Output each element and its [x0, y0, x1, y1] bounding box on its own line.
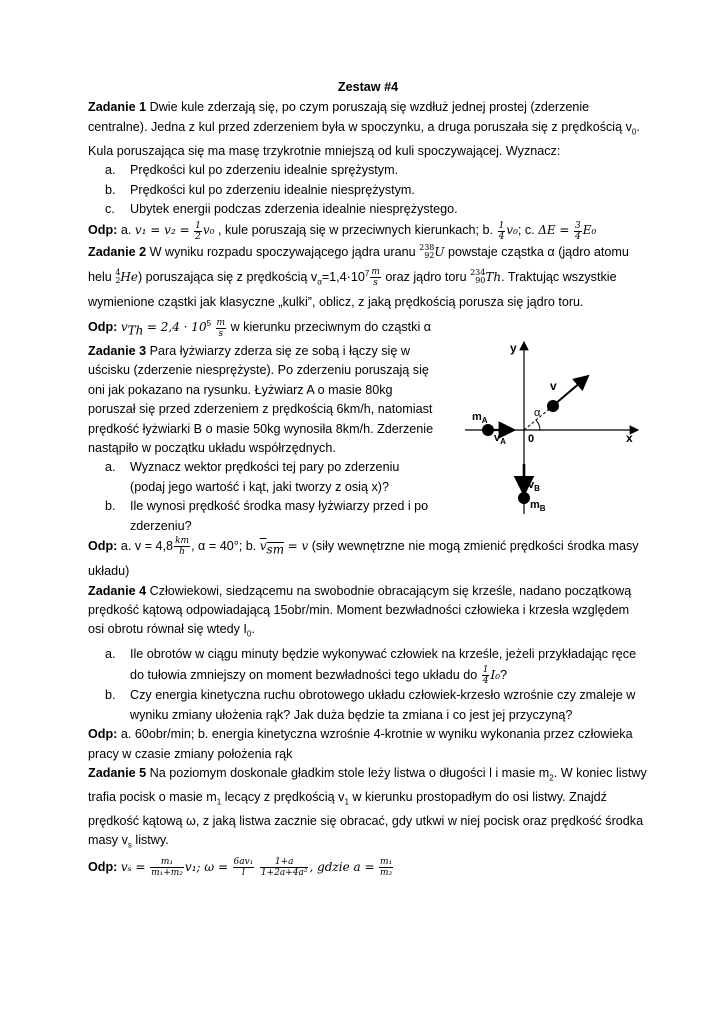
- mass-a-label: $m_A$: [472, 411, 488, 425]
- task-5-answer: Odp: vₛ = $\frac{\text{m₁}}{\text{m₁+m₂}}$ v₁; ω = $\frac{\text{6av₁}}{l}$ $\frac{1+a}{\text{1+2a+4a²}}$ , gdzie a = $\frac{\text{m₁}}{\text{m₂}}$: [88, 857, 393, 879]
- task-4-list: [88, 644, 648, 725]
- list-item: a. Wyznacz wektor prędkości tej pary po zderzeniu (podaj jego wartość i kąt, jaki tworzy z osią x)?: [105, 460, 400, 494]
- mass-b-label: $m_B$: [530, 499, 546, 513]
- task-4-label: Zadanie 4: [88, 583, 147, 598]
- task-2-text: Zadanie 2 W wyniku rozpadu spoczywającego jądra uranu 238 92 U powstaje cząstka α (jądro atomu helu 4 2 He) poruszająca się z prędkością $v_\alpha=1,4\cdot 10^7$ $\frac{m}{s}$ oraz jądro toru 234 90 Th. Traktując wszystkie wymienione cząstki jak klasyczne „kulki”, oblicz, z jaką prędkością porusza się jądro toru.: [88, 243, 629, 310]
- list-item: a. Ile obrotów w ciągu minuty będzie wykonywać człowiek na krześle, jeżeli przykładając ręce do tułowia zmniejszy on moment bezwładności tego układu do $\frac{1}{4}$ I₀?: [105, 647, 637, 687]
- pair-ball: [547, 400, 559, 412]
- list-item: a. Prędkości kul po zderzeniu idealnie sprężystym.: [105, 163, 399, 178]
- task-2-label: Zadanie 2: [88, 244, 147, 259]
- x-axis-label: x: [626, 431, 633, 445]
- skater-b-ball: [518, 492, 530, 504]
- task-3-label: Zadanie 3: [88, 343, 147, 358]
- task-3-answer: Odp: a. v = 4,8 $\frac{km}{h}$ , α = 40°; b. $\overline{v}_{\overline{sm}} = v$ (siły wewnętrzne nie mogą zmienić prędkości środka masy układu): [88, 536, 639, 578]
- page-title: Zestaw #4: [337, 80, 399, 94]
- task-4-text: Zadanie 4 Człowiekowi, siedzącemu na swobodnie obracającym się krześle, nadano początkową prędkość kątową odpowiadającą 15obr/min. Moment bezwładności człowieka i krzesła względem osi obrotu równał się wtedy $I_0$.: [88, 583, 632, 639]
- origin-label: 0: [528, 433, 535, 445]
- skater-a-ball: [482, 424, 494, 436]
- task-1-answer: Odp: a. v₁ = v₂ = $\frac{1}{2}$ v₀ , kule poruszają się w przeciwnych kierunkach; b. $\frac{1}{4}$ v₀; c. ΔE = $\frac{3}{4}$ E₀: [88, 220, 597, 242]
- task-1-label: Zadanie 1: [88, 100, 147, 115]
- task-3-text: Zadanie 3 Para łyżwiarzy zderza się ze sobą i łączy się w uścisku (zderzenie niesprężyste). Po zderzeniu poruszają się oni jak pokazano na rysunku. Łyżwiarz A o masie 80kg poruszał się przed zderzeniem z prędkością 6km/h, natomiast prędkość łyżwiarki B o masie 50kg wynosiła 8km/h. Zderzenie nastąpiło w początku układu współrzędnych.: [88, 343, 434, 455]
- velocity-b-label: $v_B$: [528, 479, 540, 493]
- v-label: v: [550, 379, 557, 393]
- y-axis-label: y: [510, 341, 517, 355]
- list-item: c. Ubytek energii podczas zderzenia idealnie niesprężystego.: [105, 201, 458, 216]
- task-5-label: Zadanie 5: [88, 766, 147, 781]
- task-2-answer: Odp: $v_{Th} = 2,4 \cdot 10^5$ $\frac{m}{s}$ w kierunku przeciwnym do cząstki α: [88, 317, 432, 339]
- task-1-list: [88, 161, 648, 219]
- task-3-list: [88, 458, 433, 536]
- task-4-answer: Odp: a. 60obr/min; b. energia kinetyczna wzrośnie 4-krotnie w wyniku wykonania przez człowieka pracy w czasie zmiany położenia rąk: [88, 727, 633, 761]
- collision-diagram: [460, 336, 650, 516]
- velocity-a-label: $v_A$: [494, 432, 506, 446]
- alpha-label: α: [534, 407, 541, 419]
- list-item: b. Prędkości kul po zderzeniu idealnie niesprężystym.: [105, 182, 415, 197]
- list-item: b. Ile wynosi prędkość środka masy łyżwiarzy przed i po zderzeniu?: [105, 499, 429, 533]
- angle-arc: [536, 420, 540, 430]
- list-item: b. Czy energia kinetyczna ruchu obrotowego układu człowiek-krzesło wzrośnie czy zmaleje w wyniku zmiany ułożenia rąk? Jak duża będzie ta zmiana i co jest jej przyczyną?: [105, 688, 636, 722]
- task-1-text: Zadanie 1 Dwie kule zderzają się, po czym poruszają się wzdłuż jednej prostej (zderzenie centralne). Jedna z kul przed zderzeniem była w spoczynku, a druga poruszała się z prędkością $v_0$. Kula poruszająca się ma masę trzykrotnie mniejszą od kuli spoczywającej. Wyznacz:: [88, 100, 640, 158]
- task-5-text: Zadanie 5 Na poziomym doskonale gładkim stole leży listwa o długości l i masie $m_2$. W koniec listwy trafia pocisk o masie $m_1$ lecący z prędkością $v_1$ w kierunku prostopadłym do osi listwy. Znajdź prędkość kątową ω, z jaką listwa zacznie się obracać, gdy utkwi w niej pocisk oraz prędkość środka masy $v_s$ listwy.: [88, 766, 647, 850]
